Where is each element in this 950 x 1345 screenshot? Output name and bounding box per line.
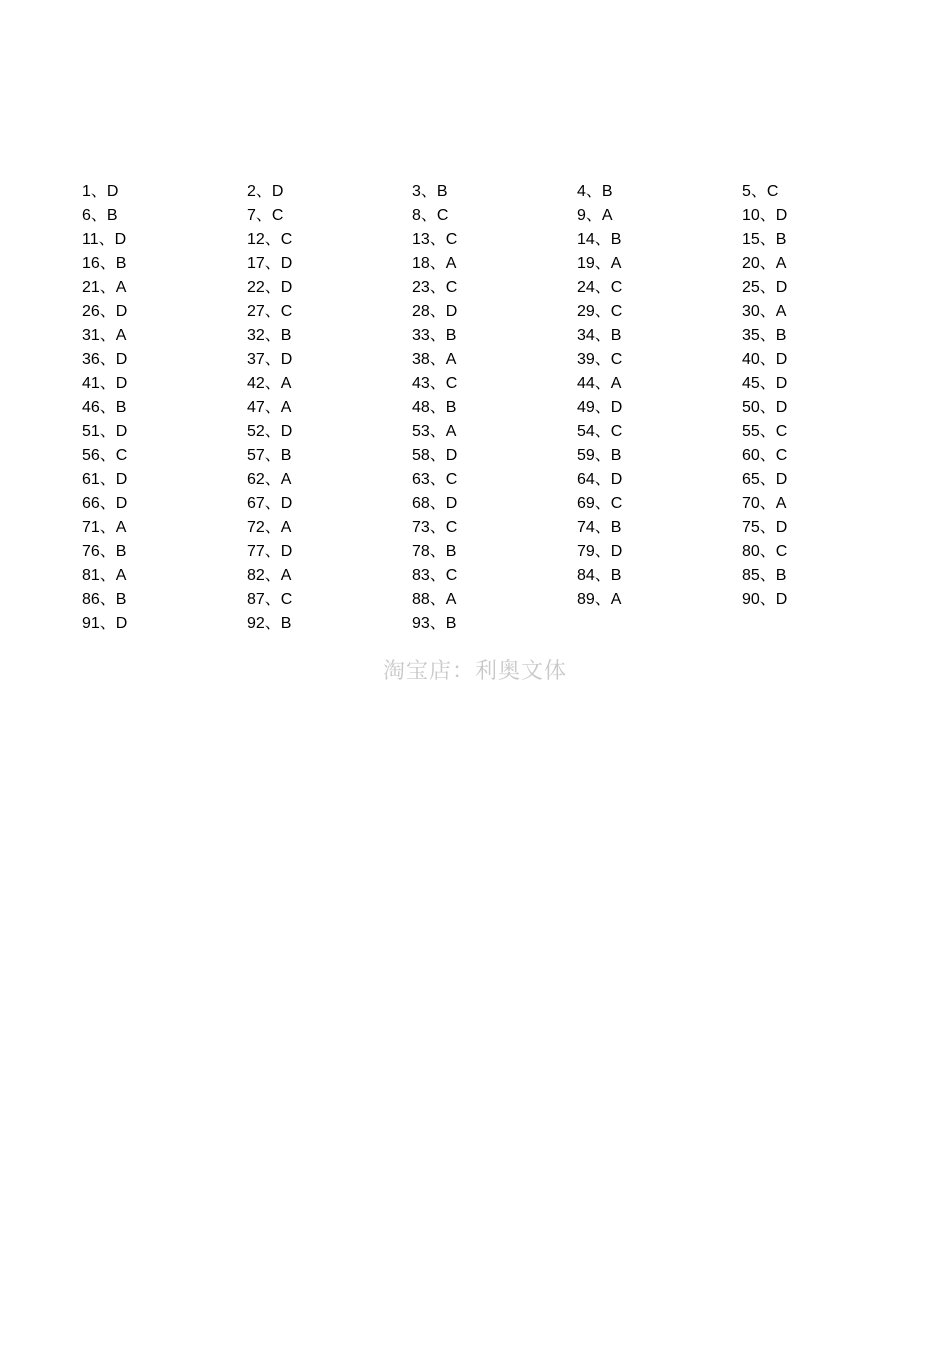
answer-item: 67、D	[247, 495, 293, 512]
answer-item: 38、A	[412, 351, 457, 368]
answer-item: 7、C	[247, 207, 284, 224]
answer-item: 46、B	[82, 399, 127, 416]
answer-item: 39、C	[577, 351, 623, 368]
answer-item: 18、A	[412, 255, 457, 272]
answer-item: 88、A	[412, 591, 457, 608]
answer-item: 80、C	[742, 543, 788, 560]
answer-item: 3、B	[412, 183, 448, 200]
answer-item: 73、C	[412, 519, 458, 536]
answer-item: 35、B	[742, 327, 787, 344]
answer-item: 26、D	[82, 303, 128, 320]
answer-item: 51、D	[82, 423, 128, 440]
answer-item: 93、B	[412, 615, 457, 632]
answer-item: 83、C	[412, 567, 458, 584]
answer-item: 11、D	[82, 231, 127, 248]
answer-item: 68、D	[412, 495, 458, 512]
answer-item: 42、A	[247, 375, 292, 392]
answer-item: 55、C	[742, 423, 788, 440]
answer-item: 25、D	[742, 279, 788, 296]
answer-item: 9、A	[577, 207, 613, 224]
answer-item: 13、C	[412, 231, 458, 248]
answer-item: 63、C	[412, 471, 458, 488]
answer-item: 4、B	[577, 183, 613, 200]
answer-item: 29、C	[577, 303, 623, 320]
answer-item: 28、D	[412, 303, 458, 320]
answer-item: 1、D	[82, 183, 119, 200]
answer-item: 49、D	[577, 399, 623, 416]
answer-item: 56、C	[82, 447, 128, 464]
answer-item: 69、C	[577, 495, 623, 512]
answer-item: 65、D	[742, 471, 788, 488]
answer-item: 31、A	[82, 327, 127, 344]
answer-item: 64、D	[577, 471, 623, 488]
answer-item: 44、A	[577, 375, 622, 392]
answer-item: 70、A	[742, 495, 787, 512]
answer-item: 34、B	[577, 327, 622, 344]
answer-item: 58、D	[412, 447, 458, 464]
watermark-text: 淘宝店：利奥文体	[382, 659, 567, 684]
answer-item: 82、A	[247, 567, 292, 584]
answer-item: 79、D	[577, 543, 623, 560]
answer-item: 61、D	[82, 471, 128, 488]
answer-item: 17、D	[247, 255, 293, 272]
answer-item: 48、B	[412, 399, 457, 416]
answer-item: 86、B	[82, 591, 127, 608]
answer-item: 85、B	[742, 567, 787, 584]
answer-item: 32、B	[247, 327, 292, 344]
answer-item: 87、C	[247, 591, 293, 608]
answer-item: 40、D	[742, 351, 788, 368]
answer-item: 75、D	[742, 519, 788, 536]
answer-item: 84、B	[577, 567, 622, 584]
answer-item: 5、C	[742, 183, 779, 200]
answer-item: 19、A	[577, 255, 622, 272]
answer-item: 27、C	[247, 303, 293, 320]
answer-item: 22、D	[247, 279, 293, 296]
answer-item: 24、C	[577, 279, 623, 296]
answer-item: 78、B	[412, 543, 457, 560]
answer-item: 47、A	[247, 399, 292, 416]
answer-item: 90、D	[742, 591, 788, 608]
answer-item: 50、D	[742, 399, 788, 416]
answer-item: 62、A	[247, 471, 292, 488]
answer-item: 52、D	[247, 423, 293, 440]
answer-item: 59、B	[577, 447, 622, 464]
answer-item: 74、B	[577, 519, 622, 536]
answer-item: 92、B	[247, 615, 292, 632]
answer-key-grid	[82, 180, 912, 636]
answer-item: 71、A	[82, 519, 127, 536]
answer-item: 91、D	[82, 615, 128, 632]
answer-item: 72、A	[247, 519, 292, 536]
answer-item: 57、B	[247, 447, 292, 464]
answer-item: 43、C	[412, 375, 458, 392]
answer-item: 45、D	[742, 375, 788, 392]
answer-item: 60、C	[742, 447, 788, 464]
answer-item: 21、A	[82, 279, 127, 296]
answer-item: 81、A	[82, 567, 127, 584]
answer-item: 54、C	[577, 423, 623, 440]
answer-item: 8、C	[412, 207, 449, 224]
answer-item: 15、B	[742, 231, 787, 248]
answer-item: 77、D	[247, 543, 293, 560]
answer-item: 36、D	[82, 351, 128, 368]
answer-item: 53、A	[412, 423, 457, 440]
answer-item: 33、B	[412, 327, 457, 344]
answer-item: 12、C	[247, 231, 293, 248]
answer-item: 20、A	[742, 255, 787, 272]
answer-item: 41、D	[82, 375, 128, 392]
answer-item: 76、B	[82, 543, 127, 560]
answer-item: 89、A	[577, 591, 622, 608]
answer-item: 16、B	[82, 255, 127, 272]
answer-item: 10、D	[742, 207, 788, 224]
answer-item: 66、D	[82, 495, 128, 512]
answer-item: 6、B	[82, 207, 118, 224]
answer-item: 23、C	[412, 279, 458, 296]
answer-item: 30、A	[742, 303, 787, 320]
answer-item: 14、B	[577, 231, 622, 248]
answer-item: 37、D	[247, 351, 293, 368]
answer-item: 2、D	[247, 183, 284, 200]
